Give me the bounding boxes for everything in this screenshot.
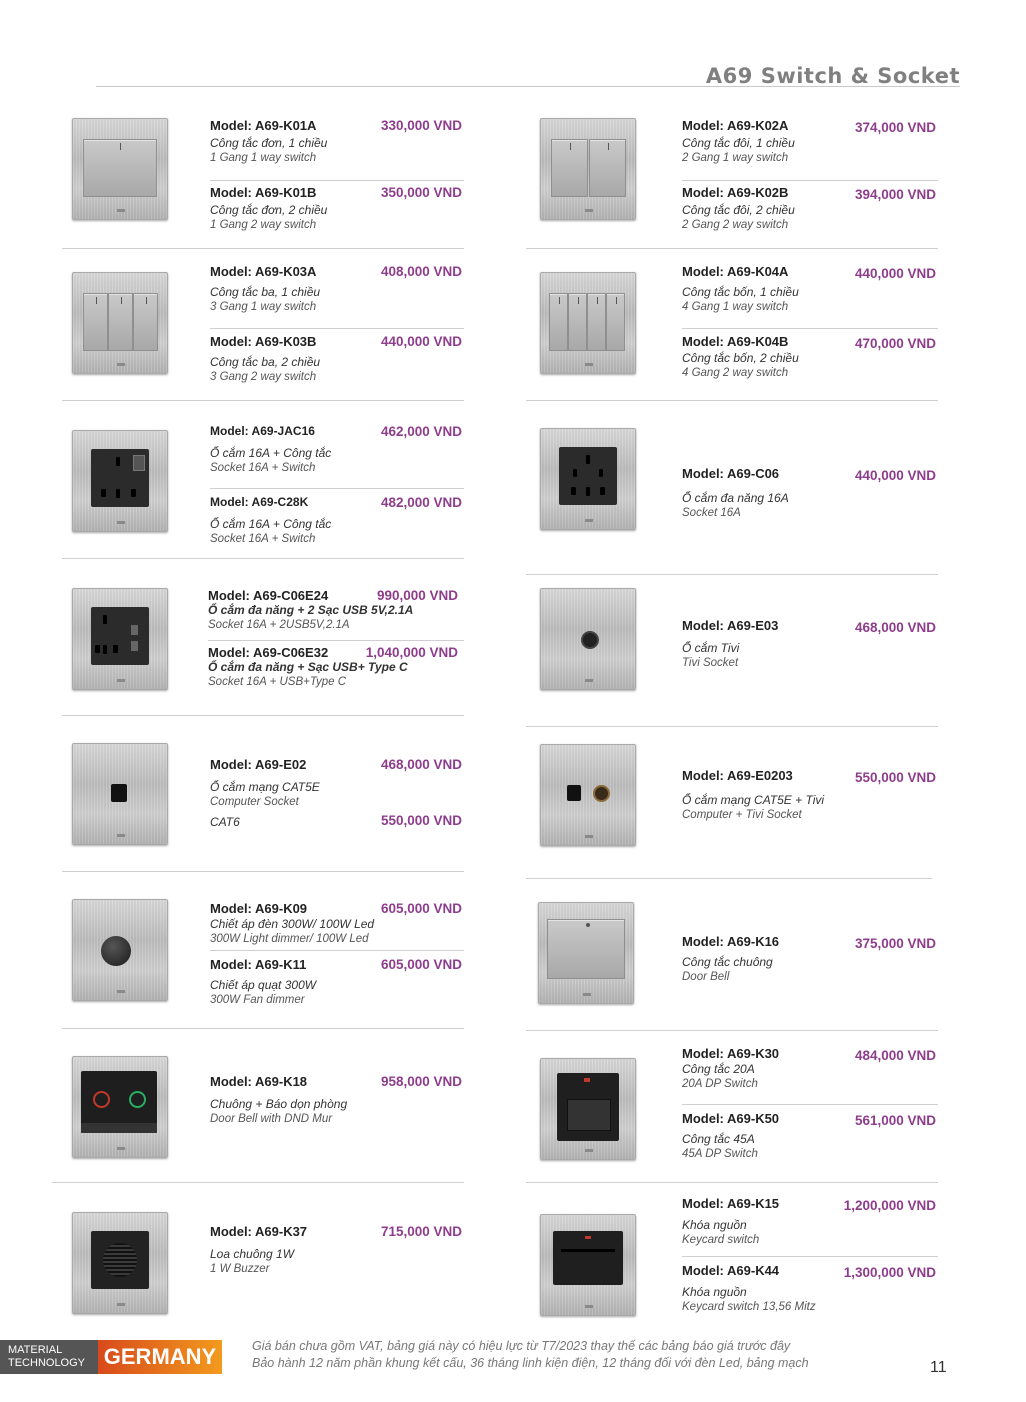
price-label: 440,000 VND <box>380 334 462 349</box>
price-label: 605,000 VND <box>380 901 462 916</box>
technology-text: TECHNOLOGY <box>8 1357 86 1369</box>
model-label: Model: A69-C06E32 <box>208 645 329 660</box>
product-card-e0203 <box>526 726 936 879</box>
price-label: 1,200,000 VND <box>843 1198 936 1213</box>
model-label: Model: A69-K03A <box>210 264 317 279</box>
product-entry <box>682 1046 938 1090</box>
vietnamese-description: Chuông + Báo dọn phòng <box>210 1097 348 1111</box>
price-label: 440,000 VND <box>854 468 936 483</box>
english-description: Door Bell <box>682 971 730 983</box>
model-label: Model: A69-E03 <box>682 618 779 633</box>
english-description: 3 Gang 1 way switch <box>210 301 317 313</box>
model-label: Model: A69-K09 <box>210 901 308 916</box>
price-label: 350,000 VND <box>380 185 462 200</box>
buzzer-plate-image <box>72 1212 168 1314</box>
english-description: Keycard switch 13,56 Mitz <box>682 1301 816 1313</box>
english-description: 1 Gang 1 way switch <box>210 152 317 164</box>
price-label: 561,000 VND <box>854 1113 936 1128</box>
footer-note <box>252 1338 809 1372</box>
price-label: 408,000 VND <box>380 264 462 279</box>
vietnamese-description: Chiết áp quạt 300W <box>210 978 317 992</box>
model-label: Model: A69-K03B <box>210 334 317 349</box>
model-label: Model: A69-E02 <box>210 757 307 772</box>
product-entry <box>682 1256 938 1313</box>
dp-switch-plate-image <box>540 1058 636 1160</box>
product-entry <box>682 768 936 821</box>
english-description: Keycard switch <box>682 1234 760 1246</box>
vietnamese-description: Công tắc bốn, 2 chiều <box>682 351 799 365</box>
product-card-k18 <box>52 1028 464 1183</box>
product-entry <box>208 640 464 688</box>
vietnamese-description: Công tắc 20A <box>682 1062 755 1076</box>
vietnamese-description: Công tắc bốn, 1 chiều <box>682 285 799 299</box>
price-label: 468,000 VND <box>854 620 936 635</box>
price-label: 375,000 VND <box>854 936 936 951</box>
product-entry <box>210 950 464 1006</box>
page-title: A69 Switch & Socket <box>705 64 960 88</box>
price-label: 1,040,000 VND <box>365 645 458 660</box>
product-entry <box>682 118 938 164</box>
vietnamese-description: Khóa nguồn <box>682 1285 747 1299</box>
product-entry <box>682 1196 938 1246</box>
product-entry <box>682 1104 938 1160</box>
price-label: 605,000 VND <box>380 957 462 972</box>
switch-plate-4gang-image <box>540 272 636 374</box>
product-entry <box>210 424 464 474</box>
vietnamese-description: Loa chuông 1W <box>210 1247 295 1261</box>
vietnamese-description: Ổ cắm mạng CAT5E <box>210 780 320 794</box>
english-description: Tivi Socket <box>682 657 739 669</box>
product-card-e02 <box>62 715 464 872</box>
english-description: 1 W Buzzer <box>210 1263 270 1275</box>
english-description: 4 Gang 2 way switch <box>682 367 789 379</box>
product-entry <box>210 180 464 231</box>
model-label: Model: A69-K01B <box>210 185 317 200</box>
model-label: Model: A69-K11 <box>210 957 307 972</box>
vietnamese-description: Ổ cắm đa năng + 2 Sạc USB 5V,2.1A <box>208 603 414 617</box>
model-label: Model: A69-K30 <box>682 1046 780 1061</box>
product-card-k09 <box>62 871 464 1029</box>
material-technology-badge <box>0 1340 98 1374</box>
english-description: 3 Gang 2 way switch <box>210 371 317 383</box>
model-label: Model: A69-C06E24 <box>208 588 329 603</box>
dimmer-plate-image <box>72 899 168 1001</box>
vietnamese-description: Công tắc ba, 2 chiều <box>210 355 321 369</box>
english-description: Socket 16A + Switch <box>210 462 316 474</box>
product-entry <box>210 757 464 808</box>
model-label: Model: A69-K02B <box>682 185 789 200</box>
price-note-line: Giá bán chưa gồm VAT, bảng giá này có hiệu lực từ T7/2023 thay thế các bảng báo giá trước đây <box>252 1339 791 1353</box>
english-description: Computer + Tivi Socket <box>682 809 802 821</box>
product-card-k03 <box>62 248 464 401</box>
price-label: 394,000 VND <box>854 187 936 202</box>
product-entry <box>682 180 938 231</box>
material-technology-germany-logo <box>0 1340 222 1374</box>
product-entry <box>682 618 938 669</box>
price-label: 550,000 VND <box>854 770 936 785</box>
english-description: Computer Socket <box>210 796 299 808</box>
product-card-e03 <box>526 574 938 727</box>
model-label: Model: A69-K01A <box>210 118 317 133</box>
model-label: Model: A69-K44 <box>682 1263 780 1278</box>
english-description: 2 Gang 1 way switch <box>682 152 789 164</box>
switch-plate-2gang-image <box>540 118 636 220</box>
model-label: Model: A69-K15 <box>682 1196 780 1211</box>
english-description: 2 Gang 2 way switch <box>682 219 789 231</box>
model-label: Model: A69-JAC16 <box>210 424 315 438</box>
product-entry <box>210 328 464 383</box>
product-entry <box>682 328 938 379</box>
model-label: Model: A69-K04B <box>682 334 789 349</box>
switch-plate-1gang-image <box>72 118 168 220</box>
english-description: 300W Light dimmer/ 100W Led <box>210 933 369 945</box>
model-label: Model: A69-K02A <box>682 118 789 133</box>
price-label: 1,300,000 VND <box>843 1265 936 1280</box>
germany-badge: GERMANY <box>98 1340 222 1374</box>
vietnamese-description: Công tắc ba, 1 chiều <box>210 285 321 299</box>
price-label: 468,000 VND <box>380 757 462 772</box>
vietnamese-description: Công tắc đơn, 2 chiều <box>210 203 328 217</box>
price-label: 440,000 VND <box>854 266 936 281</box>
product-card-k01 <box>62 96 464 249</box>
product-entry <box>210 813 464 829</box>
vietnamese-description: Công tắc đơn, 1 chiều <box>210 136 328 150</box>
english-description: Socket 16A + USB+Type C <box>208 676 347 688</box>
english-description: 300W Fan dimmer <box>210 994 305 1006</box>
vietnamese-description: Ổ cắm 16A + Công tắc <box>210 446 332 460</box>
price-label: 482,000 VND <box>380 495 462 510</box>
product-card-k37 <box>62 1182 464 1322</box>
vietnamese-description: Công tắc 45A <box>682 1132 755 1146</box>
price-label: 484,000 VND <box>854 1048 936 1063</box>
doorbell-dnd-plate-image <box>72 1056 168 1158</box>
english-description: 45A DP Switch <box>682 1148 758 1160</box>
model-label: Model: A69-K18 <box>210 1074 308 1089</box>
vietnamese-description: Chiết áp đèn 300W/ 100W Led <box>210 917 375 931</box>
vietnamese-description: Công tắc đôi, 2 chiều <box>682 203 795 217</box>
multi-socket-plate-image <box>540 428 636 530</box>
vietnamese-description: CAT6 <box>210 815 240 829</box>
network-tv-socket-plate-image <box>540 744 636 846</box>
model-label: Model: A69-K37 <box>210 1224 308 1239</box>
model-label: Model: A69-K16 <box>682 934 780 949</box>
switch-plate-3gang-image <box>72 272 168 374</box>
product-entry <box>210 118 464 164</box>
product-card-c06 <box>526 400 938 575</box>
usb-socket-plate-image <box>72 588 168 690</box>
product-card-k15 <box>526 1182 938 1322</box>
model-label: Model: A69-K04A <box>682 264 789 279</box>
model-label: Model: A69-K50 <box>682 1111 780 1126</box>
product-card-k30 <box>526 1030 938 1183</box>
product-card-k04 <box>526 248 938 401</box>
product-entry <box>210 901 464 945</box>
english-description: Socket 16A <box>682 507 741 519</box>
price-label: 462,000 VND <box>380 424 462 439</box>
product-entry <box>210 264 464 313</box>
product-entry <box>210 488 464 545</box>
vietnamese-description: Công tắc chuông <box>682 955 773 969</box>
model-label: Model: A69-C28K <box>210 495 309 509</box>
tv-socket-plate-image <box>540 588 636 690</box>
model-label: Model: A69-E0203 <box>682 768 793 783</box>
price-label: 470,000 VND <box>854 336 936 351</box>
product-entry <box>208 588 464 631</box>
english-description: Door Bell with DND Mur <box>210 1113 333 1125</box>
network-socket-plate-image <box>72 743 168 845</box>
vietnamese-description: Ổ cắm đa năng + Sạc USB+ Type C <box>208 660 408 674</box>
english-description: Socket 16A + 2USB5V,2.1A <box>208 619 350 631</box>
english-description: 4 Gang 1 way switch <box>682 301 789 313</box>
product-card-k16 <box>526 878 938 1031</box>
vietnamese-description: Công tắc đôi, 1 chiều <box>682 136 795 150</box>
doorbell-switch-plate-image <box>538 902 634 1004</box>
product-entry <box>210 1074 464 1125</box>
price-label: 374,000 VND <box>854 120 936 135</box>
price-label: 330,000 VND <box>380 118 462 133</box>
product-entry <box>210 1224 464 1275</box>
model-label: Model: A69-C06 <box>682 466 780 481</box>
price-label: 958,000 VND <box>380 1074 462 1089</box>
product-entry <box>682 466 938 519</box>
keycard-switch-plate-image <box>540 1214 636 1316</box>
english-description: 1 Gang 2 way switch <box>210 219 317 231</box>
english-description: 20A DP Switch <box>682 1078 758 1090</box>
price-label: 990,000 VND <box>376 588 458 603</box>
warranty-note-line: Bảo hành 12 năm phần khung kết cấu, 36 tháng linh kiện điện, 12 tháng đối với đèn Led, bảng mạch <box>252 1356 809 1370</box>
product-entry <box>682 264 938 313</box>
english-description: Socket 16A + Switch <box>210 533 316 545</box>
material-text: MATERIAL <box>8 1344 63 1356</box>
socket-switch-plate-image <box>72 430 168 532</box>
product-entry <box>682 934 938 983</box>
vietnamese-description: Ổ cắm đa năng 16A <box>682 491 789 505</box>
vietnamese-description: Ổ cắm 16A + Công tắc <box>210 517 332 531</box>
vietnamese-description: Khóa nguồn <box>682 1218 747 1232</box>
vietnamese-description: Ổ cắm Tivi <box>682 641 740 655</box>
product-card-k02 <box>526 96 938 249</box>
product-card-jac16 <box>62 400 464 559</box>
page-number: 11 <box>930 1359 947 1376</box>
vietnamese-description: Ổ cắm mạng CAT5E + Tivi <box>682 793 825 807</box>
price-label: 715,000 VND <box>380 1224 462 1239</box>
price-label: 550,000 VND <box>380 813 462 828</box>
product-card-c06e24 <box>62 558 464 716</box>
